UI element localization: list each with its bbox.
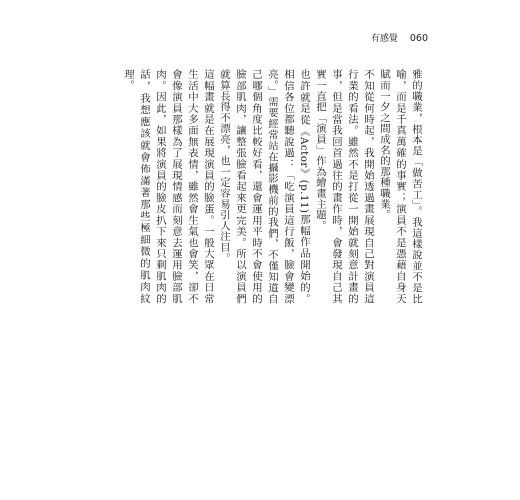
page-number: 060 [409, 33, 428, 44]
paragraph: 不知從何時起，我開始透過畫展現自己對演員這行業的看法。雖然不是打從一開始就刻意計畫的事，但是當我回首過往的畫作時，會發現自己其實一直把「演員」作為繪畫主題。 [314, 69, 374, 304]
section-title: 有感覺 [370, 34, 398, 44]
running-header [371, 31, 428, 44]
paragraph: 這幅畫就是在展現演員的臉蛋。一般大眾在日常生活中大多面無表情，雖然會生氣也會笑，卻不會像演員那樣為了展現情感而刻意去運用臉部肌肉。因此，如果將演員的臉皮扒下來只剩肌肉的話，我想應該就會佈滿著那些極細微的肌肉紋理。 [122, 69, 214, 304]
paragraph: 也許就是從《Actor》(p.11)那幅作品開始的。相信各位都聽說過：「吃演員這行飯，臉會變漂亮。」需要經常站在攝影機前的我們，不僅知道自己哪個角度比較好看，還會運用平時不會使用的臉部肌肉，讓整張臉看起來更完美。所以演員們就算長得不漂亮，也一定容易引人注目。 [218, 69, 310, 304]
paragraph: 雅的職業，根本是「做苦工」。我這樣說並不是比喻，而是千真萬確的事實；演員不是憑藉自身天賦而一夕之間成名的那種職業。 [378, 69, 422, 304]
body-text [120, 69, 424, 304]
